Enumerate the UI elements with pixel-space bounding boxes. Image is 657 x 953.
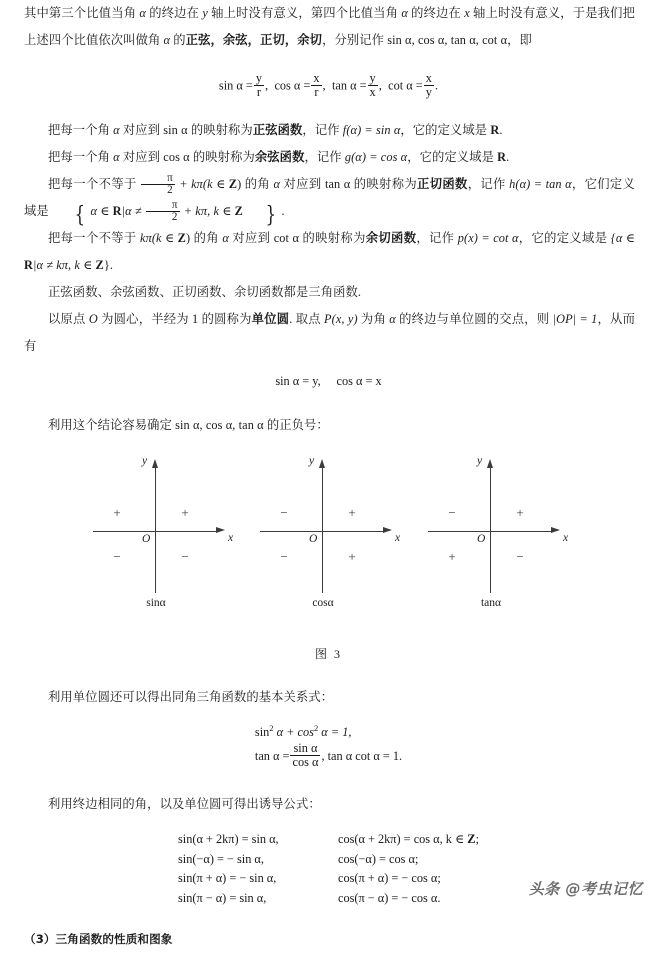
text-fragment: ，记作: [304, 149, 345, 164]
set-builder-tail: + kπ, k ∈: [180, 203, 235, 218]
figure-group-sign-diagrams: [0, 454, 657, 617]
text-fragment: 的终边与单位圆的交点，则: [395, 311, 553, 326]
variable-alpha: α: [113, 149, 120, 164]
y-axis-label: y: [477, 454, 483, 467]
text-fragment: ) 的角: [237, 176, 274, 191]
text-fragment: ，分别记作: [322, 33, 388, 47]
text-fragment: 为角: [357, 311, 390, 326]
figure-caption: 图 3: [314, 646, 342, 661]
symbol-real-numbers: R: [112, 203, 122, 218]
paragraph-identities: 利用单位圆还可以得出同角三角函数的基本关系式：: [48, 689, 334, 704]
text-fragment: ，记作: [416, 230, 458, 245]
variable-alpha: α: [163, 33, 171, 47]
symbol-real-numbers: R: [497, 149, 507, 164]
paragraph-induction-formulas: 利用终边相同的角，以及单位圆可得出诱导公式：: [48, 797, 321, 812]
text-fragment: 把每一个角: [48, 122, 114, 137]
induction-right-cos: cos(π + α) = − cos α;: [338, 871, 441, 886]
quadrant-2-sign: +: [113, 504, 121, 520]
y-axis-label: y: [309, 454, 315, 467]
tail-term: α = 1,: [318, 724, 352, 739]
text-fragment: + kπ(k ∈: [175, 176, 229, 191]
emphasis-cotangent-function: 余切函数: [365, 230, 417, 245]
figure-label-cos: cosα: [312, 596, 334, 609]
text-fragment: 对应到: [280, 176, 325, 191]
induction-right-cos: cos(α + 2kπ) = cos α, k ∈: [338, 832, 468, 847]
denominator: r: [254, 85, 264, 99]
identity-row-pythagorean: [254, 722, 352, 739]
quadrant-3-sign: +: [448, 548, 456, 564]
quadrant-4-sign: −: [181, 548, 189, 564]
text-fragment: 轴上时没有意义，第四个比值当角: [207, 6, 402, 20]
text-fragment: 把每一个角: [48, 149, 114, 164]
symbol-integers: Z: [234, 203, 243, 218]
fraction-y-over-r: [254, 72, 264, 99]
text-fragment: ，它的定义域是: [518, 230, 611, 245]
x-axis-arrow-icon: [216, 527, 225, 533]
induction-left-sin: sin(π − α) = sin α,: [178, 890, 267, 905]
quadrant-2-sign: −: [448, 504, 456, 520]
variable-alpha: α: [113, 122, 120, 137]
denominator: cos α: [292, 755, 319, 770]
emphasis-trig-names: 正弦，余弦，正切，余切: [185, 33, 323, 47]
denominator: x: [369, 84, 376, 99]
variable-alpha: α: [139, 6, 146, 20]
text-fragment: 的正负号：: [263, 417, 329, 432]
x-axis-label: x: [563, 531, 569, 544]
induction-right-cos: cos(π − α) = − cos α.: [338, 890, 441, 905]
emphasis-sine-function: 正弦函数: [252, 122, 303, 137]
text-fragment: ，记作: [302, 122, 343, 137]
numerator: π: [167, 171, 173, 184]
x-axis-arrow-icon: [383, 527, 392, 533]
text-fragment: 的映射称为: [299, 230, 366, 245]
text-fragment: .: [506, 149, 510, 164]
set-builder-start: {α ∈: [610, 230, 636, 245]
numerator: sin α: [293, 741, 318, 756]
quadrant-1-sign: +: [516, 504, 524, 520]
right-brace: }: [265, 202, 277, 229]
segment-length-OP: |OP| = 1: [552, 311, 598, 326]
y-axis-line: [155, 467, 156, 593]
quadrant-3-sign: −: [113, 548, 121, 564]
text-fragment: ，从而有: [24, 311, 635, 353]
origin-label: O: [477, 532, 486, 545]
paragraph-definitions: [0, 0, 657, 54]
figure-label-tan: tanα: [480, 596, 502, 609]
period: .: [434, 78, 439, 93]
text-fragment: ，它们定义域是: [24, 176, 635, 218]
point-P: P(x, y): [324, 311, 358, 326]
exponent: 2: [313, 722, 319, 733]
set-builder-condition: |α ≠ kπ, k ∈: [32, 257, 96, 272]
induction-left-sin: sin(−α) = − sin α,: [178, 851, 264, 866]
text-fragment: 的映射称为: [350, 176, 418, 191]
quadrant-1-sign: +: [348, 504, 356, 520]
identity-row-quotient: [254, 741, 403, 770]
text-fragment: 的映射称为: [189, 149, 255, 164]
section-heading: （3）三角函数的性质和图象: [24, 932, 173, 947]
text-fragment: 对应到: [119, 122, 164, 137]
function-tan: tan α: [324, 176, 351, 191]
variable-alpha: α: [389, 311, 396, 326]
paragraph-tangent-function: [0, 171, 657, 229]
text-fragment: .: [499, 122, 503, 137]
comma: ,: [264, 78, 269, 93]
sin-term: sin: [254, 724, 270, 739]
denominator: 2: [141, 184, 175, 197]
equation-basic-identities: [0, 723, 657, 769]
fraction-sin-over-cos: [290, 742, 320, 769]
text-fragment: 利用这个结论容易确定: [48, 417, 176, 432]
variable-y: y: [202, 6, 208, 20]
symbol-integers: Z: [467, 832, 476, 847]
tan-equals: tan α =: [254, 748, 290, 763]
function-notation: p(x) = cot α: [457, 230, 519, 245]
induction-row: [178, 852, 418, 866]
symbol-integers: Z: [95, 257, 104, 272]
eq-cos: cos α =: [274, 78, 311, 93]
equation-unit-circle: [0, 374, 657, 390]
paragraph-unit-circle: [0, 306, 657, 360]
tan-figure: [423, 454, 603, 617]
numerator: y: [369, 71, 376, 85]
induction-left-sin: sin(π + α) = − sin α,: [178, 871, 277, 886]
function-cot: cot α: [273, 230, 300, 245]
trig-function-list: sin α, cos α, tan α, cot α: [387, 33, 508, 47]
emphasis-unit-circle: 单位圆: [251, 311, 290, 326]
numerator: y: [255, 71, 262, 85]
text-fragment: 把每一个不等于: [48, 176, 141, 191]
x-axis-arrow-icon: [551, 527, 560, 533]
numerator: x: [313, 71, 320, 85]
y-axis-arrow-icon: [487, 459, 493, 468]
numerator: x: [425, 71, 432, 85]
exponent: 2: [269, 722, 274, 733]
expression-k-pi: kπ(k ∈: [140, 230, 178, 245]
text-fragment: 对应到: [228, 230, 274, 245]
text-fragment: 以原点: [48, 311, 89, 326]
induction-tail: ;: [475, 832, 479, 847]
quadrant-1-sign: +: [181, 504, 189, 520]
paragraph-cotangent-function: [0, 225, 657, 279]
symbol-real-numbers: R: [490, 122, 500, 137]
symbol-integers: Z: [177, 230, 186, 245]
text-fragment: ，即: [507, 33, 532, 47]
sin-figure: [88, 454, 268, 617]
induction-equation-block: [178, 830, 479, 908]
origin-label: O: [142, 532, 151, 545]
fraction-y-over-x: [368, 72, 378, 99]
equation-ratio-definitions: [0, 72, 657, 99]
text-fragment: ，它的定义域是: [407, 149, 498, 164]
text-fragment: . 取点: [289, 311, 325, 326]
set-builder-start: α ∈: [90, 203, 113, 218]
function-sin: sin α: [163, 122, 188, 137]
set-builder-condition: |α ≠: [121, 203, 145, 218]
cos-figure: [255, 454, 435, 617]
function-notation: h(α) = tan α: [509, 176, 572, 191]
eq-sin-equals-y: sin α = y,: [275, 373, 321, 388]
denominator: 2: [146, 211, 180, 224]
fraction-x-over-y: [424, 72, 434, 99]
trig-function-list: sin α, cos α, tan α: [175, 417, 264, 432]
induction-right-cos: cos(−α) = cos α;: [338, 851, 419, 866]
eq-cot: cot α =: [388, 78, 423, 93]
induction-row: [178, 832, 479, 846]
quadrant-4-sign: −: [516, 548, 524, 564]
y-axis-arrow-icon: [319, 459, 325, 468]
point-origin: O: [88, 311, 98, 326]
symbol-integers: Z: [228, 176, 238, 191]
emphasis-cosine-function: 余弦函数: [254, 149, 305, 164]
variable-alpha: α: [273, 176, 281, 191]
watermark: 头条 @考虫记忆: [528, 880, 643, 898]
variable-alpha: α: [222, 230, 229, 245]
text-fragment: 把每一个不等于: [48, 230, 141, 245]
eq-sin: sin α =: [218, 78, 253, 93]
period: .: [281, 203, 285, 218]
induction-left-sin: sin(α + 2kπ) = sin α,: [178, 832, 279, 847]
induction-row: [178, 891, 440, 905]
x-axis-label: x: [228, 531, 234, 544]
quadrant-2-sign: −: [280, 504, 288, 520]
fraction-x-over-r: [311, 72, 321, 99]
eq-tan: tan α =: [331, 78, 367, 93]
figure-label-sin: sinα: [146, 596, 166, 609]
paragraph-all-trig-functions: 正弦函数、余弦函数、正切函数、余切函数都是三角函数.: [48, 284, 362, 299]
comma: ,: [378, 78, 382, 93]
x-axis-label: x: [395, 531, 401, 544]
text-fragment: 的终边在: [145, 6, 203, 20]
eq-cos-equals-x: cos α = x: [336, 373, 382, 388]
function-notation: g(α) = cos α: [344, 149, 408, 164]
text-fragment: 的: [170, 33, 186, 47]
emphasis-tangent-function: 正切函数: [417, 176, 468, 191]
y-axis-line: [490, 467, 491, 593]
paragraph-sine-function: [0, 117, 657, 144]
symbol-real-numbers: R: [24, 257, 33, 272]
paragraph-signs: [0, 412, 657, 439]
variable-alpha: α: [401, 6, 408, 20]
text-fragment: 对应到: [119, 149, 164, 164]
fraction-pi-over-2: [146, 200, 180, 224]
text-fragment: ，记作: [467, 176, 510, 191]
paragraph-cosine-function: [0, 144, 657, 171]
function-cos: cos α: [163, 149, 190, 164]
text-fragment: 的终边在: [407, 6, 465, 20]
fraction-pi-over-2: [141, 173, 175, 197]
y-axis-line: [322, 467, 323, 593]
origin-label: O: [309, 532, 318, 545]
text-fragment: ，它的定义域是: [400, 122, 491, 137]
identity-equation-block: [255, 723, 402, 769]
comma: ,: [322, 78, 326, 93]
y-axis-arrow-icon: [152, 459, 158, 468]
numerator: π: [171, 198, 178, 211]
denominator: r: [311, 85, 321, 99]
denominator: y: [425, 84, 432, 99]
induction-row: [178, 871, 441, 885]
text-fragment: ) 的角: [185, 230, 223, 245]
function-notation: f(α) = sin α: [342, 122, 401, 137]
set-builder-end: }.: [103, 257, 113, 272]
text-fragment: 的映射称为: [187, 122, 253, 137]
text-fragment: 为圆心，半经为 1 的圆称为: [97, 311, 252, 326]
quadrant-4-sign: +: [348, 548, 356, 564]
quadrant-3-sign: −: [280, 548, 288, 564]
y-axis-label: y: [142, 454, 148, 467]
middle-term: α + cos: [273, 724, 314, 739]
text-fragment: 其中第三个比值当角: [24, 6, 140, 20]
text-fragment: 轴上时没有意义，于是我们把上述四个比值依次叫做角: [24, 6, 635, 47]
left-brace: {: [74, 202, 86, 229]
variable-x: x: [464, 6, 470, 20]
reciprocal-term: , tan α cot α = 1.: [321, 748, 403, 763]
